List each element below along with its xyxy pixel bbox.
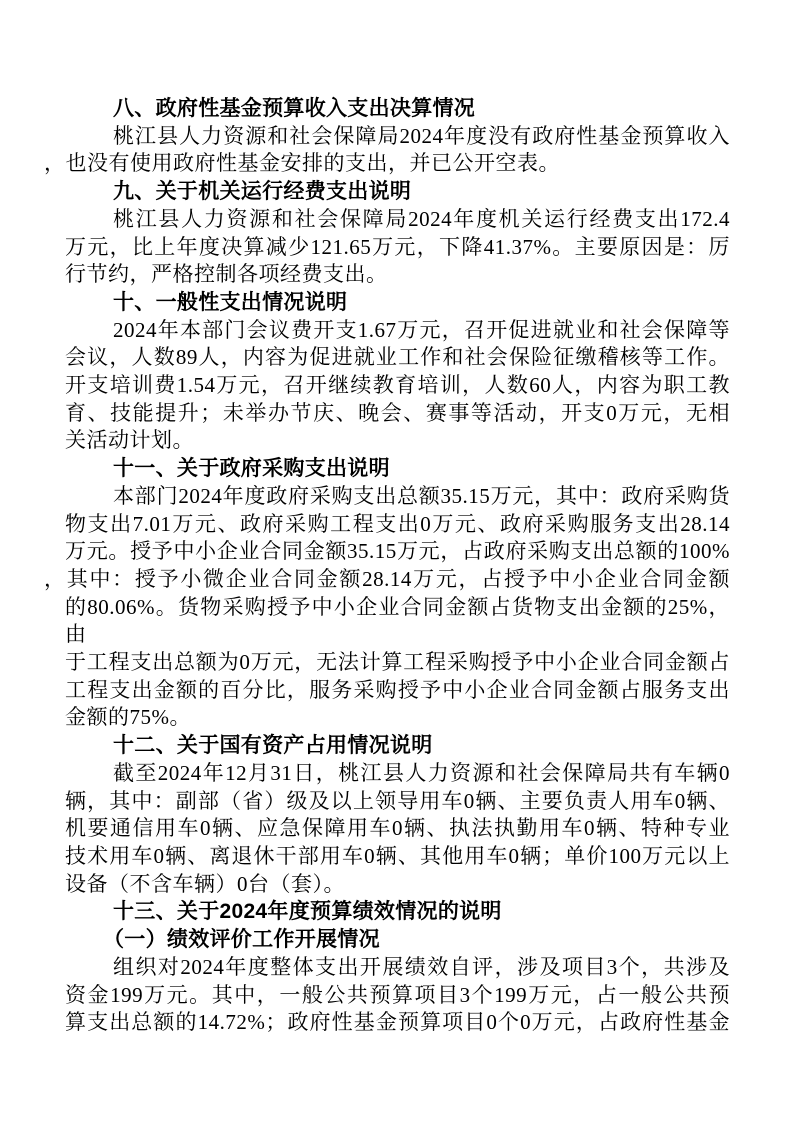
text-line: 工程支出金额的百分比，服务采购授予中小企业合同金额占服务支出	[65, 677, 730, 702]
text-line: 技术用车0辆、离退休干部用车0辆、其他用车0辆；单价100万元以上	[65, 843, 730, 868]
text-line: 万元，比上年度决算减少121.65万元，下降41.37%。主要原因是：厉	[65, 234, 730, 259]
section-heading: 十、一般性支出情况说明	[113, 290, 348, 314]
text-line: 金额的75%。	[65, 705, 191, 730]
section-heading: 十二、关于国有资产占用情况说明	[113, 734, 433, 758]
text-line: 桃江县人力资源和社会保障局2024年度没有政府性基金预算收入	[113, 123, 730, 148]
text-line: 物支出7.01万元、政府采购工程支出0万元、政府采购服务支出28.14	[65, 511, 730, 536]
text-line: 关活动计划。	[65, 428, 194, 453]
text-line: 会议，人数89人，内容为促进就业工作和社会保险征缴稽核等工作。	[65, 345, 730, 370]
text-line: 设备（不含车辆）0台（套）。	[65, 871, 345, 896]
text-line: 截至2024年12月31日，桃江县人力资源和社会保障局共有车辆0	[113, 760, 730, 785]
text-line: 辆，其中：副部（省）级及以上领导用车0辆、主要负责人用车0辆、	[65, 788, 730, 813]
text-line: 算支出总额的14.72%；政府性基金预算项目0个0万元，占政府性基金	[65, 1010, 730, 1035]
text-line: 育、技能提升；未举办节庆、晚会、赛事等活动，开支0万元，无相	[65, 400, 730, 425]
text-line: 开支培训费1.54万元，召开继续教育培训，人数60人，内容为职工教	[65, 373, 730, 398]
text-line: 万元。授予中小企业合同金额35.15万元，占政府采购支出总额的100%	[65, 539, 730, 564]
section-heading: 十一、关于政府采购支出说明	[113, 457, 390, 481]
section-heading: 八、政府性基金预算收入支出决算情况	[113, 97, 476, 120]
sub-heading: （一）绩效评价工作开展情况	[103, 928, 380, 952]
text-line: 组织对2024年度整体支出开展绩效自评，涉及项目3个，共涉及	[113, 954, 730, 979]
text-line: 资金199万元。其中，一般公共预算项目3个199万元，占一般公共预	[65, 982, 730, 1007]
text-line: ，其中：授予小微企业合同金额28.14万元，占授予中小企业合同金额	[44, 566, 730, 591]
text-line: 本部门2024年度政府采购支出总额35.15万元，其中：政府采购货	[113, 483, 730, 508]
section-heading: 九、关于机关运行经费支出说明	[113, 180, 412, 204]
text-line: 2024年本部门会议费开支1.67万元，召开促进就业和社会保障等	[113, 317, 730, 342]
section-heading: 十三、关于2024年度预算绩效情况的说明	[113, 900, 502, 924]
text-line: 行节约，严格控制各项经费支出。	[65, 262, 388, 287]
document-body	[44, 95, 730, 1037]
text-line: 的80.06%。货物采购授予中小企业合同金额占货物支出金额的25%，由	[65, 594, 730, 647]
text-line: 机要通信用车0辆、应急保障用车0辆、执法执勤用车0辆、特种专业	[65, 816, 730, 841]
text-line: 于工程支出总额为0万元，无法计算工程采购授予中小企业合同金额占	[65, 650, 730, 675]
text-line: 桃江县人力资源和社会保障局2024年度机关运行经费支出172.4	[113, 206, 730, 231]
text-line: ，也没有使用政府性基金安排的支出，并已公开空表。	[44, 151, 560, 176]
